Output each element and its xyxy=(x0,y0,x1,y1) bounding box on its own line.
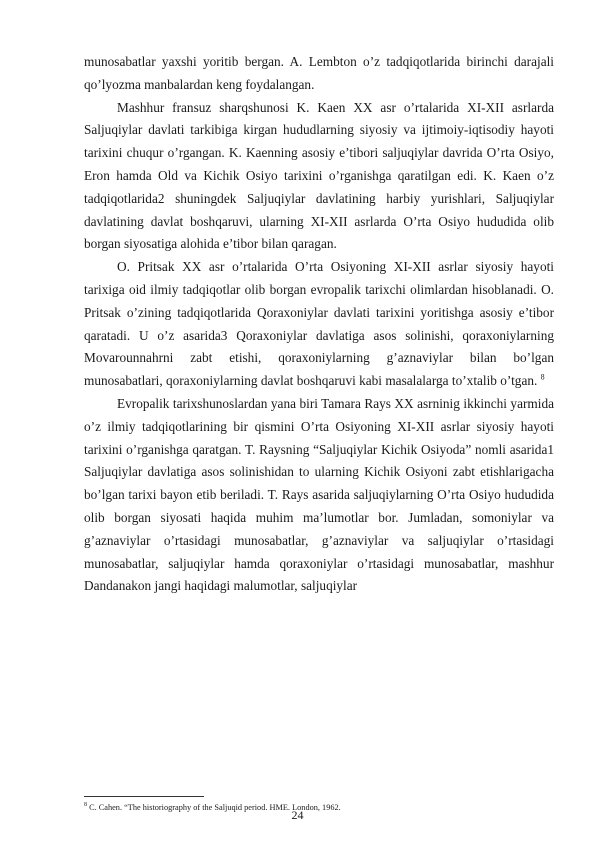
body-text xyxy=(84,51,554,598)
footnote-reference[interactable]: 8 xyxy=(540,372,545,382)
paragraph-1: munosabatlar yaxshi yoritib bergan. A. Lembton o’z tadqiqotlarida birinchi darajali qo’lyozma manbalardan keng foydalangan. xyxy=(84,54,554,92)
footnote-number: 8 xyxy=(84,802,87,808)
footnote-separator xyxy=(84,796,204,797)
paragraph-3 xyxy=(84,256,554,393)
paragraph-3-text: O. Pritsak XX asr o’rtalarida O’rta Osiyoning XI-XII asrlar siyosiy hayoti tarixiga oid ilmiy tadqiqotlar olib borgan evropalik tarixchi olimlardan hisoblanadi. O. Pritsak o’zining tadqiqotlarida Qoraxoniylar davlati tarixini yoritishga asosiy e’tibor qaratadi. U o’z asarida3 Qoraxoniylar davlatiga asos solinishi, qoraxoniylarning Movarounnahrni zabt etishi, qoraxoniylarning g’aznaviylar bilan bo’lgan munosabatlari, qoraxoniylarning davlat boshqaruvi kabi masalalarga to’xtalib o’tgan. xyxy=(84,259,554,389)
page-number: 24 xyxy=(291,808,304,822)
paragraph-4: Evropalik tarixshunoslardan yana biri Tamara Rays XX asrninig ikkinchi yarmida o’z ilmiy tadqiqotlarining bir qismini O’rta Osiyoning XI-XII asrlar siyosiy hayoti tarixini o’rganishga qaratgan. T. Raysning “Saljuqiylar Kichik Osiyoda” nomli asarida1 Saljuqiylar davlatiga asos solinishidan to ularning Kichik Osiyoni zabt etishlarigacha bo’lgan tarixi bayon etib beriladi. T. Rays asarida saljuqiylarning O’rta Osiyo hududida olib borgan siyosati haqida muhim ma’lumotlar bor. Jumladan, somoniylar va g’aznaviylar o’rtasidagi munosabatlar, g’aznaviylar va saljuqiylar o’rtasidagi munosabatlar, saljuqiylar hamda qoraxoniylar o’rtasidagi munosabatlar, mashhur Dandanakon jangi haqidagi malumotlar, saljuqiylar xyxy=(84,395,554,594)
footnote-text: C. Cahen. “The historiography of the Saljuqid period. HME. London, 1962. xyxy=(89,802,341,812)
paragraph-2: Mashhur fransuz sharqshunosi K. Kaen XX asr o’rtalarida XI-XII asrlarda Saljuqiylar davlati tarkibiga kirgan hududlarning siyosiy va ijtimoiy-iqtisodiy hayoti tarixini chuqur o’rgangan. K. Kaenning asosiy e’tibori saljuqiylar davrida O’rta Osiyo, Eron hamda Old va Kichik Osiyo tarixini o’rganishga qaratilgan edi. K. Kaen o’z tadqiqotlarida2 shuningdek Saljuqiylar davlatining harbiy yurishlari, Saljuqiylar davlatining davlat boshqaruvi, ularning XI-XII asrlarda O’rta Osiyo hududida olib borgan siyosatiga alohida e’tibor bilan qaragan. xyxy=(84,99,554,252)
